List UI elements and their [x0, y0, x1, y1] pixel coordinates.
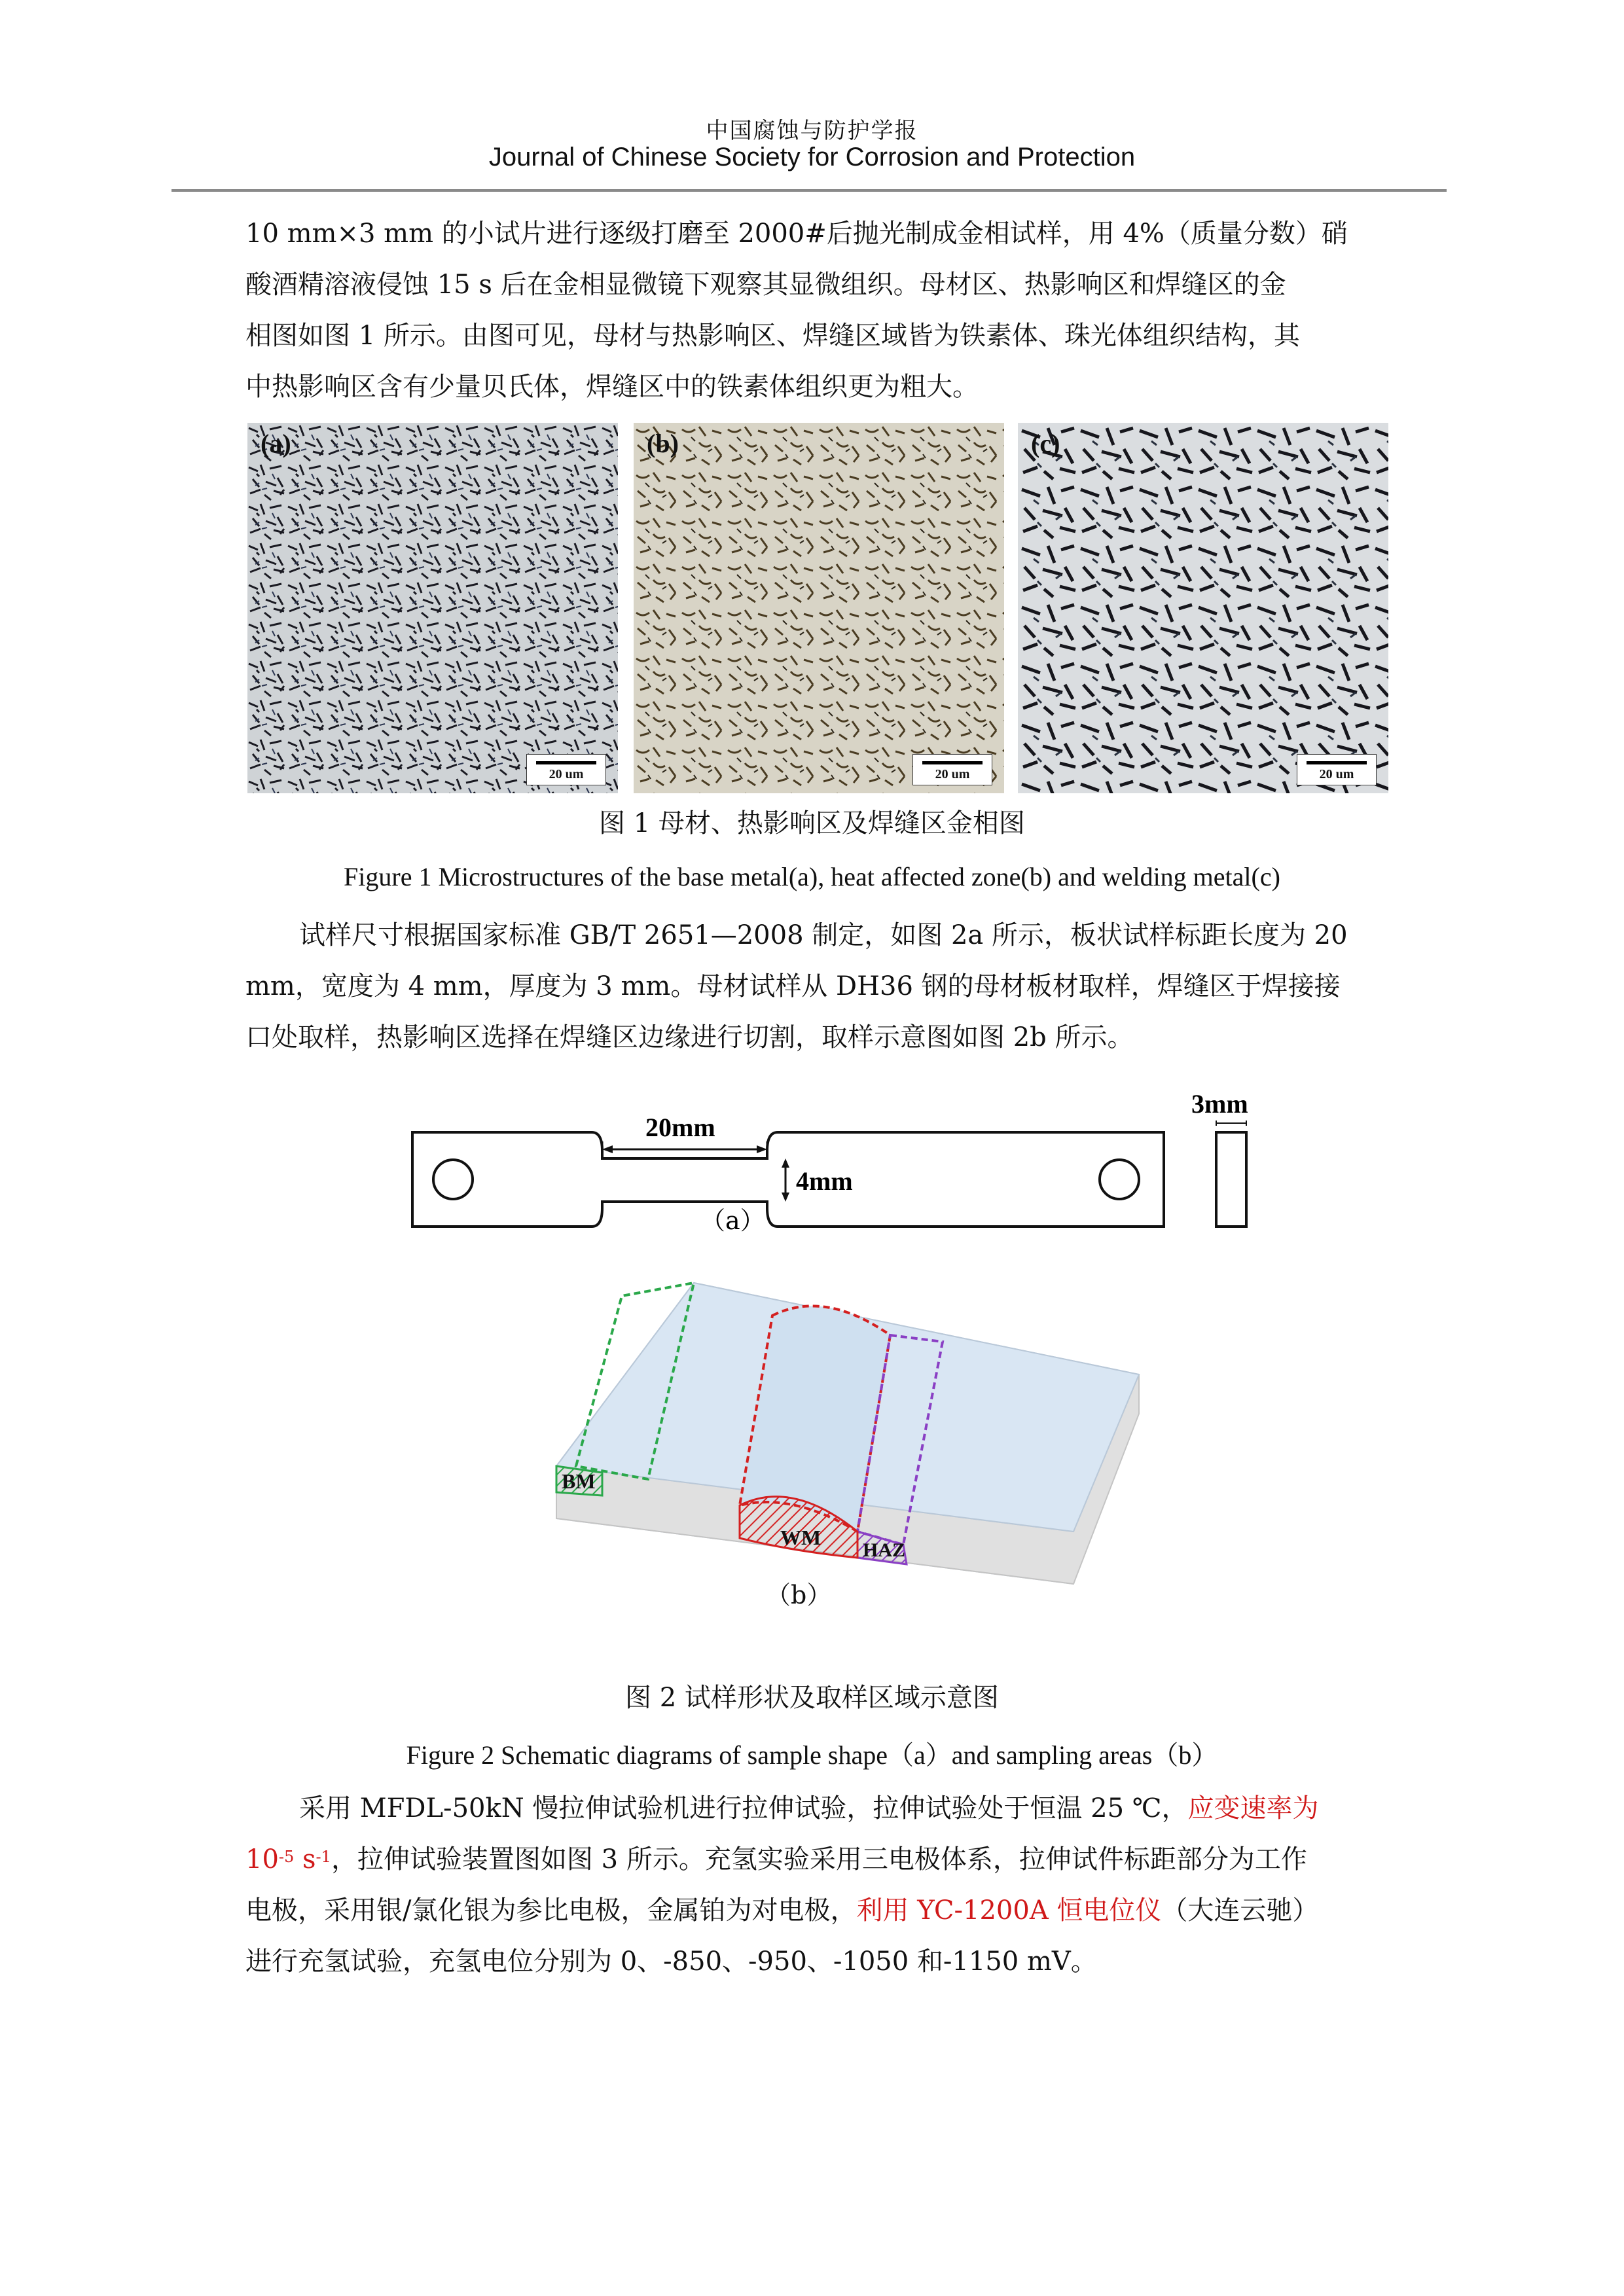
header-divider: [171, 189, 1447, 192]
scale-bar-label: 20 um: [1319, 767, 1354, 781]
scale-bar: [1297, 754, 1377, 785]
paragraph-line: [245, 1783, 1381, 1834]
text-run: ，拉伸试验装置图如图 3 所示。充氢实验采用三电极体系，拉伸试件标距部分为工作: [331, 1844, 1307, 1874]
paragraph-line: [245, 1885, 1381, 1936]
thickness-view: [1216, 1132, 1246, 1227]
paragraph-line: 酸酒精溶液侵蚀 15 s 后在金相显微镜下观察其显微组织。母材区、热影响区和焊缝区的金: [245, 270, 1286, 300]
haz-label: HAZ: [863, 1539, 906, 1561]
thickness-label: 3mm: [1191, 1089, 1248, 1119]
panel-label: (b): [647, 429, 679, 458]
micrograph-b: [634, 423, 1004, 793]
paragraph-2: [245, 910, 1381, 1063]
scale-bar: [912, 754, 992, 785]
figure2-caption-en: Figure 2 Schematic diagrams of sample shape（a）and sampling areas（b）: [406, 1740, 1218, 1770]
width-label: 4mm: [796, 1166, 853, 1196]
paragraph-1: [245, 208, 1381, 412]
subfigure-b-label: （b）: [766, 1581, 832, 1609]
paragraph-line: mm，宽度为 4 mm，厚度为 3 mm。母材试样从 DH36 钢的母材板材取样，焊缝区于焊接接: [245, 971, 1341, 1001]
sampling-areas-diagram: [550, 1270, 1152, 1623]
paragraph-line: 进行充氢试验，充氢电位分别为 0、-850、-950、-1050 和-1150 mV。: [245, 1946, 1097, 1977]
paragraph-3: [245, 1783, 1381, 1987]
micrograph-a-image: [247, 423, 618, 793]
micrograph-b-image: [634, 423, 1004, 793]
pin-hole-right: [1100, 1160, 1139, 1199]
panel-label: (a): [261, 429, 291, 458]
superscript: -5: [278, 1848, 295, 1866]
superscript: -1: [316, 1848, 331, 1866]
figure2-caption-cn: 图 2 试样形状及取样区域示意图: [625, 1683, 999, 1713]
micrograph-c-image: [1018, 423, 1388, 793]
text-run: 采用 MFDL-50kN 慢拉伸试验机进行拉伸试验，拉伸试验处于恒温 25 ℃，: [299, 1793, 1188, 1823]
journal-title-cn: 中国腐蚀与防护学报: [706, 118, 918, 144]
paragraph-line: [245, 1834, 1381, 1885]
text-run: 10: [245, 1844, 279, 1874]
bm-label: BM: [562, 1469, 596, 1493]
journal-title-en: Journal of Chinese Society for Corrosion and Protection: [488, 143, 1136, 171]
micrograph-a: [247, 423, 618, 793]
paragraph-line: 10 mm×3 mm 的小试片进行逐级打磨至 2000#后抛光制成金相试样，用 4%（质量分数）硝: [245, 219, 1348, 249]
paragraph-line: 相图如图 1 所示。由图可见，母材与热影响区、焊缝区域皆为铁素体、珠光体组织结构，其: [245, 321, 1300, 351]
figure1-caption-en: Figure 1 Microstructures of the base metal(a), heat affected zone(b) and welding metal(c): [344, 862, 1280, 891]
panel-label: (c): [1031, 429, 1060, 458]
wm-label: WM: [780, 1526, 821, 1549]
scale-bar: [526, 754, 606, 785]
scale-bar-label: 20 um: [549, 767, 584, 781]
text-run: 电极，采用银/氯化银为参比电极，金属铂为对电极，: [245, 1895, 857, 1926]
paragraph-line: 口处取样，热影响区选择在焊缝区边缘进行切割，取样示意图如图 2b 所示。: [245, 1022, 1134, 1052]
micrograph-c: [1018, 423, 1388, 793]
scale-bar-label: 20 um: [935, 767, 970, 781]
specimen-drawing: [406, 1073, 1270, 1244]
highlighted-text: [245, 1844, 331, 1874]
text-run: （大连云驰）: [1161, 1895, 1319, 1926]
paragraph-line: 中热影响区含有少量贝氏体，焊缝区中的铁素体组织更为粗大。: [245, 372, 979, 402]
highlighted-text: 利用 YC-1200A 恒电位仪: [856, 1895, 1162, 1926]
figure1-caption-cn: 图 1 母材、热影响区及焊缝区金相图: [599, 808, 1025, 838]
pin-hole-left: [433, 1160, 473, 1199]
gauge-length-label: 20mm: [645, 1113, 715, 1142]
paragraph-line: 试样尺寸根据国家标准 GB/T 2651—2008 制定，如图 2a 所示，板状试样标距长度为 20: [299, 920, 1348, 950]
subfigure-a-label: （a）: [700, 1206, 765, 1235]
text-run: s: [294, 1844, 316, 1874]
highlighted-text: 应变速率为: [1187, 1793, 1319, 1823]
